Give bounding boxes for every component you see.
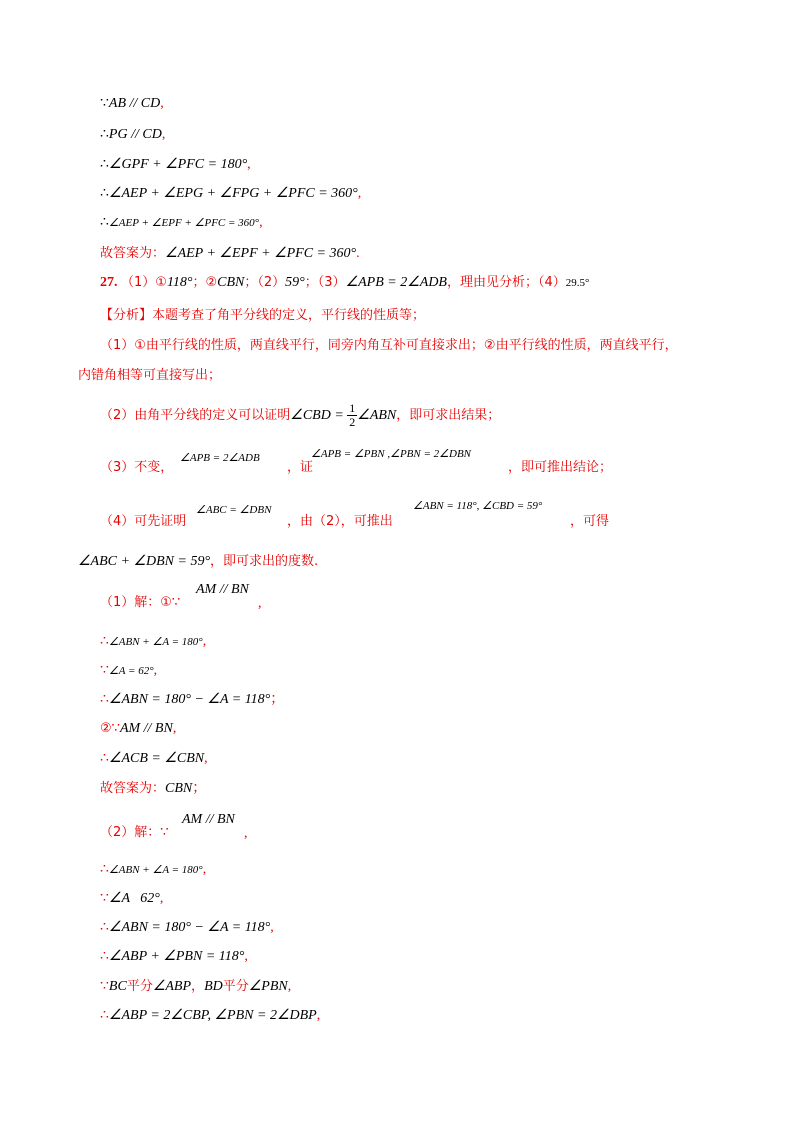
- solution-line-13: [100, 977, 291, 997]
- math-expression: ∠AEP + ∠EPF + ∠PFC = 360°: [108, 217, 260, 229]
- analysis-part-3-math-1: [180, 448, 260, 468]
- analysis-part-4b: [78, 552, 318, 572]
- part-label: ；（3）: [304, 275, 346, 290]
- part-label: （1）①: [121, 275, 167, 290]
- answer-value: ∠APB = 2∠ADB: [345, 275, 447, 290]
- punctuation: ,: [202, 862, 207, 877]
- math-expression: ∠ABC + ∠DBN = 59°: [78, 554, 211, 569]
- bisects-text: 平分: [222, 979, 249, 994]
- math-expression: CBN: [165, 781, 193, 796]
- solution-line-11: [100, 918, 274, 938]
- therefore-symbol: ∴: [100, 634, 109, 649]
- analysis-part-2: [100, 402, 500, 430]
- therefore-symbol: ∴: [100, 157, 109, 172]
- analysis-text: ，即可求出结果；: [396, 408, 501, 423]
- math-expression: ∠ABN + ∠A = 180°: [108, 636, 203, 648]
- math-expression: ∠PBN: [248, 979, 288, 994]
- punctuation: ,: [259, 215, 263, 230]
- answer-label: 故答案为：: [100, 781, 166, 796]
- solution-part-1-label: （1）解：①∵: [100, 595, 181, 610]
- solution-line-9: [100, 860, 206, 880]
- analysis-text: （3）不变，: [100, 460, 174, 475]
- proof-line-5: [100, 213, 263, 233]
- punctuation: ,: [202, 634, 207, 649]
- math-expression: BD: [204, 979, 223, 994]
- analysis-text: ，即可推出结论；: [508, 460, 613, 475]
- math-expression: BC: [108, 979, 127, 994]
- math-expression: ∠APB = 2∠ADB: [180, 452, 260, 464]
- therefore-symbol: ∴: [100, 127, 109, 142]
- because-symbol: ∵: [100, 891, 109, 906]
- analysis-part-1b: 内错角相等可直接写出；: [78, 368, 222, 383]
- part-label: ；②: [192, 275, 218, 290]
- proof-line-4: [100, 184, 361, 204]
- question-27-answers: [100, 273, 589, 293]
- math-expression: ∠AEP + ∠EPF + ∠PFC = 360°: [165, 246, 357, 261]
- punctuation: ,: [270, 920, 274, 935]
- fraction-one-half: [347, 402, 357, 429]
- punctuation: ,: [160, 96, 164, 111]
- punctuation: ；: [192, 781, 207, 796]
- solution-line-6: [100, 749, 208, 769]
- solution-line-3: [100, 661, 157, 681]
- punctuation: ,: [287, 979, 292, 994]
- because-symbol: ②∵: [100, 721, 120, 736]
- therefore-symbol: ∴: [100, 751, 109, 766]
- part-label: ，理由见分析；（4）: [446, 275, 566, 290]
- math-expression: ∠APB = ∠PBN ,∠PBN = 2∠DBN: [311, 448, 471, 460]
- because-symbol: ∵: [100, 979, 109, 994]
- because-symbol: ∵: [100, 96, 109, 111]
- analysis-part-4: （4）可先证明: [100, 514, 187, 529]
- therefore-symbol: ∴: [100, 920, 109, 935]
- answer-value: 59°: [285, 275, 305, 290]
- solution-line-7: [100, 779, 206, 799]
- math-expression: AM // BN: [119, 721, 173, 736]
- math-expression: AM // BN: [182, 812, 235, 827]
- math-expression: ∠A 62°: [108, 891, 160, 906]
- therefore-symbol: ∴: [100, 1008, 109, 1023]
- proof-line-2: [100, 125, 165, 145]
- fraction-denominator: 2: [349, 415, 356, 430]
- solution-line-2: [100, 632, 206, 652]
- answer-value: 29.5°: [565, 277, 590, 289]
- punctuation: ,: [153, 663, 158, 678]
- punctuation: ,: [244, 826, 248, 841]
- solution-line-14: [100, 1006, 320, 1026]
- math-expression: ∠ABP: [152, 979, 192, 994]
- punctuation: ,: [244, 949, 248, 964]
- math-expression: ∠ACB = ∠CBN: [108, 751, 205, 766]
- analysis-heading: 【分析】本题考查了角平分线的定义，平行线的性质等；: [100, 308, 426, 323]
- analysis-text: （2）由角平分线的定义可以证明: [100, 408, 291, 423]
- answer-line: [100, 244, 360, 264]
- punctuation: ,: [172, 721, 177, 736]
- math-expression: ∠CBD =: [290, 408, 344, 423]
- solution-part-2-label: （2）解：∵: [100, 825, 169, 840]
- therefore-symbol: ∴: [100, 215, 109, 230]
- fraction-numerator: 1: [349, 401, 356, 416]
- analysis-part-4-math-2: [413, 496, 542, 516]
- math-expression: ∠ABN = 118°, ∠CBD = 59°: [413, 500, 543, 512]
- answer-label: 故答案为：: [100, 246, 166, 261]
- math-expression: ∠ABN = 180° − ∠A = 118°: [108, 692, 271, 707]
- math-expression: AB // CD: [108, 96, 161, 111]
- because-symbol: ∵: [100, 663, 109, 678]
- math-expression: ∠AEP + ∠EPG + ∠FPG + ∠PFC = 360°: [108, 186, 358, 201]
- math-expression: PG // CD: [108, 127, 162, 142]
- solution-line-8-math: [182, 810, 235, 830]
- math-expression: ∠ABC = ∠DBN: [196, 504, 272, 516]
- therefore-symbol: ∴: [100, 949, 109, 964]
- punctuation: ；: [270, 692, 285, 707]
- answer-value: CBN: [217, 275, 245, 290]
- analysis-text: ，由（2），可推出: [287, 514, 393, 529]
- answer-value: 118°: [166, 275, 193, 290]
- analysis-text: ，即可求出的度数.: [210, 554, 319, 569]
- analysis-part-3: [100, 458, 173, 478]
- math-expression: ∠ABN: [357, 408, 397, 423]
- math-expression: ∠ABP = 2∠CBP, ∠PBN = 2∠DBP: [108, 1008, 317, 1023]
- question-number: 27.: [100, 275, 118, 290]
- math-expression: ∠A = 62°: [108, 665, 154, 677]
- therefore-symbol: ∴: [100, 186, 109, 201]
- analysis-part-4-math-1: [196, 500, 271, 520]
- analysis-text: ，证: [287, 460, 314, 475]
- math-expression: ∠ABN + ∠A = 180°: [108, 864, 203, 876]
- analysis-part-3-math-2: [311, 444, 471, 464]
- solution-line-4: [100, 690, 284, 710]
- bisects-text: 平分: [126, 979, 153, 994]
- punctuation: ，: [191, 979, 205, 994]
- therefore-symbol: ∴: [100, 862, 109, 877]
- solution-line-12: [100, 947, 248, 967]
- analysis-part-1a: （1）①由平行线的性质，两直线平行，同旁内角互补可直接求出；②由平行线的性质，两直线平行，: [100, 338, 678, 353]
- math-expression: AM // BN: [196, 582, 249, 597]
- math-expression: ∠ABP + ∠PBN = 118°: [108, 949, 245, 964]
- punctuation: ,: [316, 1008, 321, 1023]
- punctuation: .: [356, 246, 360, 261]
- punctuation: ,: [247, 157, 251, 172]
- punctuation: ,: [159, 891, 164, 906]
- punctuation: ,: [357, 186, 362, 201]
- proof-line-3: [100, 155, 251, 175]
- math-expression: ∠GPF + ∠PFC = 180°: [108, 157, 248, 172]
- part-label: ；（2）: [244, 275, 286, 290]
- math-expression: ∠ABN = 180° − ∠A = 118°: [108, 920, 271, 935]
- solution-line-5: [100, 719, 176, 739]
- punctuation: ,: [258, 596, 262, 611]
- solution-line-10: [100, 889, 163, 909]
- analysis-text: ，可得: [570, 514, 610, 529]
- proof-line-1: [100, 94, 164, 114]
- punctuation: ,: [161, 127, 166, 142]
- solution-line-1-math: [196, 580, 249, 600]
- therefore-symbol: ∴: [100, 692, 109, 707]
- punctuation: ,: [204, 751, 208, 766]
